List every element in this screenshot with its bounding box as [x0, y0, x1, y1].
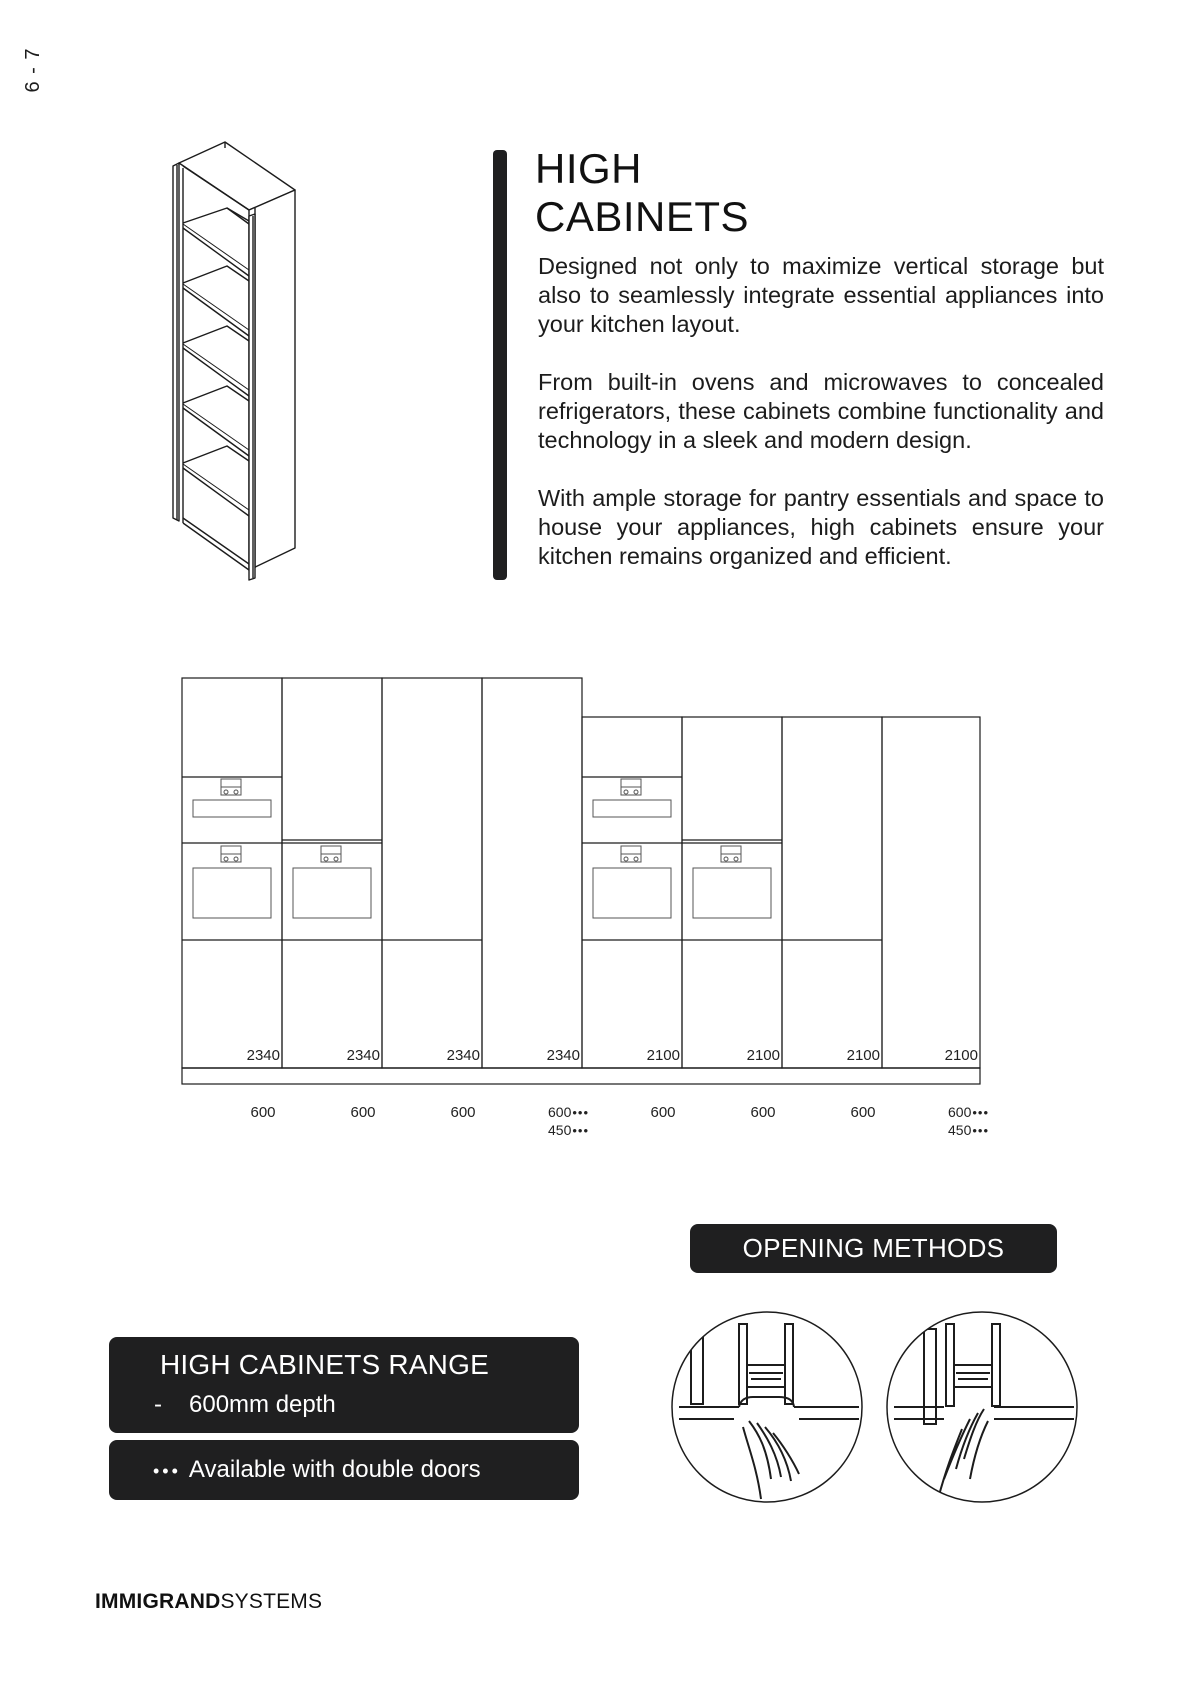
alt-width-label-4-value: 450 [548, 1122, 572, 1138]
double-door-dots: ••• [972, 1123, 990, 1138]
width-label-7: 600 [850, 1104, 876, 1121]
opening-method-handle-profile-icon [669, 1309, 865, 1505]
alt-width-label-8 [948, 1122, 989, 1138]
double-doors-note-panel [109, 1440, 579, 1500]
width-label-6: 600 [750, 1104, 776, 1121]
height-label-2: 2340 [346, 1047, 380, 1064]
title-line-2: CABINETS [535, 193, 750, 240]
height-label-8: 2100 [944, 1047, 978, 1064]
intro-paragraph-2: From built-in ovens and microwaves to concealed refrigerators, these cabinets combine functionality and technology in a sleek and modern design. [538, 369, 1104, 453]
intro-paragraph-1: Designed not only to maximize vertical storage but also to seamlessly integrate essential appliances into your kitchen layout. [538, 253, 1104, 337]
title-line-1: HIGH [535, 145, 642, 192]
width-label-4-value: 600 [548, 1104, 572, 1120]
height-label-1: 2340 [246, 1047, 280, 1064]
height-label-6: 2100 [746, 1047, 780, 1064]
brand-logo-bold: IMMIGRAND [95, 1590, 221, 1613]
double-door-bullets: ••• [153, 1461, 181, 1481]
width-label-3: 600 [450, 1104, 476, 1121]
range-title: HIGH CABINETS RANGE [160, 1349, 489, 1380]
range-item-dash: - [154, 1391, 162, 1418]
range-item [154, 1391, 336, 1419]
width-label-8-value: 600 [948, 1104, 972, 1120]
width-label-1: 600 [250, 1104, 276, 1121]
double-door-dots: ••• [972, 1105, 990, 1120]
page-number: 6 - 7 [22, 47, 44, 93]
opening-methods-title: OPENING METHODS [690, 1224, 1057, 1273]
height-label-7: 2100 [846, 1047, 880, 1064]
opening-method-push-icon [884, 1309, 1080, 1505]
brand-logo [95, 1590, 322, 1614]
double-door-dots: ••• [572, 1105, 590, 1120]
width-label-5: 600 [650, 1104, 676, 1121]
high-cabinets-range-panel [109, 1337, 579, 1433]
brand-logo-regular: SYSTEMS [220, 1590, 323, 1613]
intro-paragraph-3: With ample storage for pantry essentials and space to house your appliances, high cabinets ensure your kitchen remains organized and efficient. [538, 485, 1104, 569]
double-door-dots: ••• [572, 1123, 590, 1138]
height-label-4: 2340 [546, 1047, 580, 1064]
width-label-4 [548, 1104, 589, 1120]
height-label-5: 2100 [646, 1047, 680, 1064]
width-label-8 [948, 1104, 989, 1120]
double-doors-label: Available with double doors [188, 1456, 481, 1483]
range-item-text: 600mm depth [189, 1391, 336, 1418]
alt-width-label-4 [548, 1122, 589, 1138]
alt-width-label-8-value: 450 [948, 1122, 972, 1138]
height-label-3: 2340 [446, 1047, 480, 1064]
width-label-2: 600 [350, 1104, 376, 1121]
